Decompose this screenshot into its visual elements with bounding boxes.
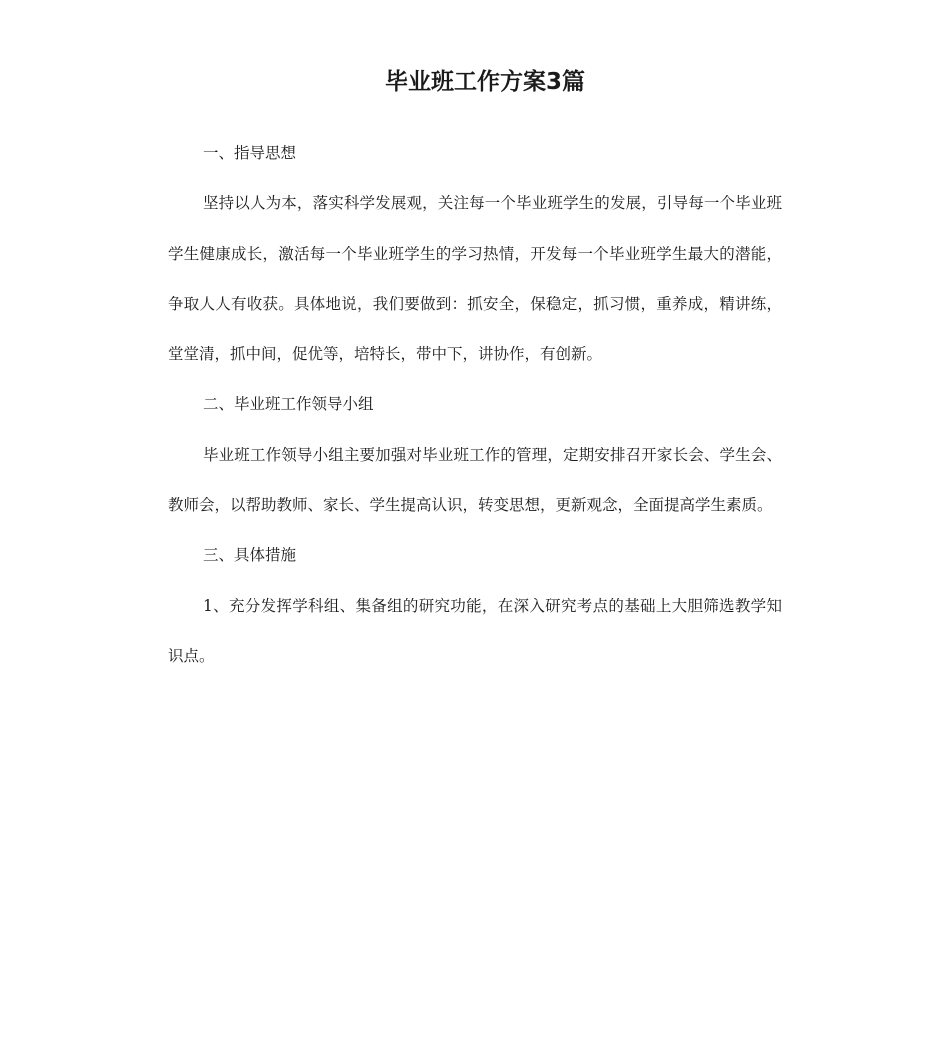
paragraph-leadership-group: 毕业班工作领导小组主要加强对毕业班工作的管理，定期安排召开家长会、学生会、教师会，以帮助教师、家长、学生提高认识，转变思想，更新观念，全面提高学生素质。	[168, 445, 782, 515]
section-heading-guiding-ideology: 一、指导思想	[203, 144, 297, 162]
paragraph-guiding-ideology: 坚持以人为本，落实科学发展观，关注每一个毕业班学生的发展，引导每一个毕业班学生健康成长，激活每一个毕业班学生的学习热情，开发每一个毕业班学生最大的潜能，争取人人有收获。具体地说，我们要做到：抓安全，保稳定，抓习惯，重养成，精讲练，堂堂清，抓中间，促优等，培特长，带中下，讲协作，有创新。	[168, 194, 782, 364]
paragraph-measure-1: 1、充分发挥学科组、集备组的研究功能，在深入研究考点的基础上大胆筛选教学知识点。	[168, 596, 782, 665]
document-body	[168, 128, 782, 681]
document-title: 毕业班工作方案3篇	[384, 69, 585, 95]
section-heading-specific-measures: 三、具体措施	[203, 546, 297, 565]
section-heading-leadership-group: 二、毕业班工作领导小组	[203, 395, 374, 414]
